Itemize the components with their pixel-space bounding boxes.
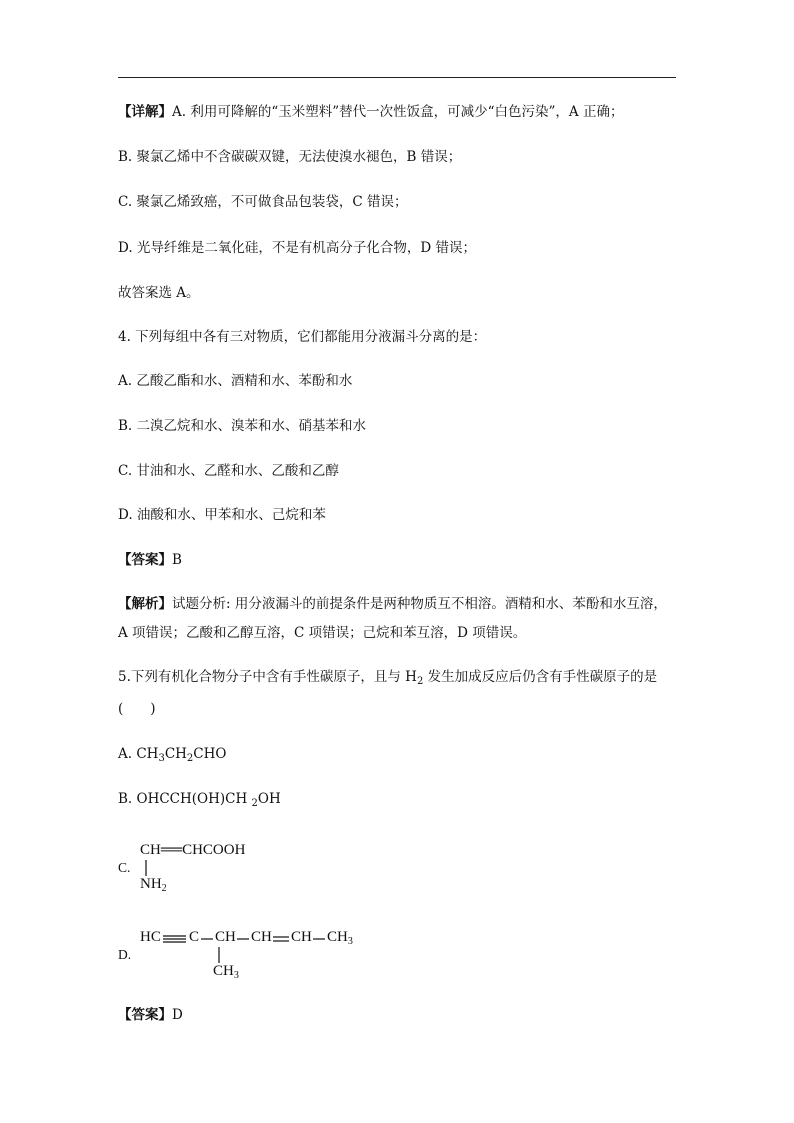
q5-option-a: A. $CH_3CH_2CHO$ [118, 746, 227, 764]
q5-answer [118, 1006, 183, 1024]
q4-answer-value: B [172, 552, 182, 568]
q5-answer-label: 【答案】 [118, 1007, 172, 1023]
q5-option-d-triple-bond [162, 929, 188, 949]
q5-stem: 5.下列有机化合物分子中含有手性碳原子，且与 $H_2$ 发生加成反应后仍含有手性碳原子的是 [118, 669, 658, 687]
q5-option-d-bond-3 [312, 929, 326, 949]
q3-option-d: D. 光导纤维是二氧化硅，不是有机高分子化合物，D 错误； [118, 240, 477, 256]
q4-option-c: C. 甘油和水、乙醛和水、乙酸和乙醇 [118, 463, 339, 479]
q4-analysis-text1: 试题分析: 用分液漏斗的前提条件是两种物质互不相溶。酒精和水、苯酚和水互溶， [172, 596, 667, 612]
q4-answer-label: 【答案】 [118, 552, 172, 568]
q5-option-d-bond-2 [236, 929, 250, 949]
detail-label: 【详解】 [118, 104, 172, 120]
q4-stem: 4. 下列每组中各有三对物质，它们都能用分液漏斗分离的是： [118, 329, 487, 345]
q5-option-c-label: C. [118, 860, 131, 875]
q5-option-b: B. OHCCH(OH)CH $_2$OH [118, 791, 281, 809]
q4-analysis-line2: A 项错误；乙酸和乙醇互溶，C 项错误；己烷和苯互溶，D 项错误。 [118, 625, 527, 641]
detail-line [118, 103, 623, 121]
q3-option-c: C. 聚氯乙烯致癌，不可做食品包装袋，C 错误； [118, 194, 408, 210]
q5-option-d-structure: D. HC C CH CH CH $CH_3$ $CH_3$ [118, 929, 353, 981]
q5-option-d-double-bond [272, 929, 290, 949]
q5-option-d-label: D. [118, 947, 132, 962]
header-rule [118, 77, 676, 78]
q4-answer [118, 551, 182, 569]
q4-analysis-line1 [118, 595, 667, 613]
q5-option-d-methyl: $CH_3$ [213, 963, 239, 981]
q4-option-a: A. 乙酸乙酯和水、酒精和水、苯酚和水 [118, 373, 353, 389]
q5-stem-bracket: ( ) [118, 701, 156, 717]
q4-option-d: D. 油酸和水、甲苯和水、己烷和苯 [118, 507, 326, 523]
q4-analysis-label: 【解析】 [118, 596, 172, 612]
q4-option-b: B. 二溴乙烷和水、溴苯和水、硝基苯和水 [118, 418, 367, 434]
detail-text: A. 利用可降解的“玉米塑料”替代一次性饭盒，可减少“白色污染”，A 正确； [172, 104, 624, 120]
q5-option-d-bond-1 [200, 929, 214, 949]
q5-option-c-main-chain: CH══CHCOOH [140, 842, 246, 858]
q3-conclusion: 故答案选 A。 [118, 285, 200, 301]
q5-option-c-structure [118, 840, 318, 896]
q5-option-c-amino: $NH_2$ [140, 876, 167, 894]
q3-option-b: B. 聚氯乙烯中不含碳碳双键，无法使溴水褪色，B 错误； [118, 149, 462, 165]
q5-answer-value: D [172, 1007, 183, 1023]
